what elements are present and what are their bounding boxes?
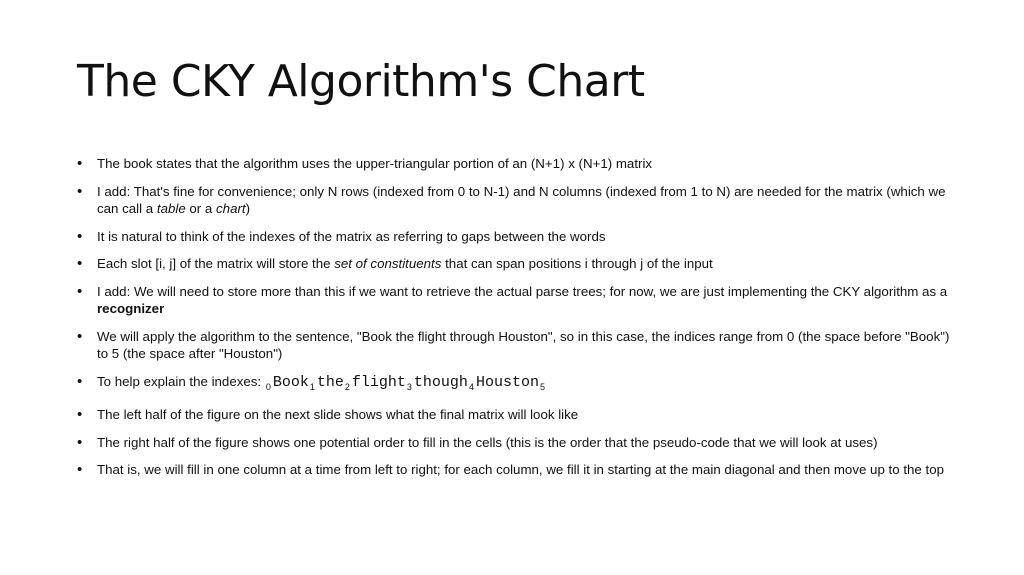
slide-title: The CKY Algorithm's Chart xyxy=(77,56,645,107)
word: flight xyxy=(351,373,406,391)
bold-text: recognizer xyxy=(97,301,165,316)
emphasis-text: table xyxy=(156,201,186,216)
bullet-item xyxy=(97,255,957,273)
bullet-item xyxy=(97,183,957,218)
bullet-text: I add: That's fine for convenience; only N rows (indexed from 0 to N-1) and N columns (indexed from 1 to N) are needed for the matrix (which we can call a xyxy=(97,183,946,216)
emphasis-text: chart xyxy=(216,201,246,216)
bullet-item xyxy=(97,406,957,424)
bullet-text: I add: We will need to store more than this if we want to retrieve the actual parse trees; for now, we are just implementing the CKY algorithm as a xyxy=(97,283,948,299)
emphasis-text: set of constituents xyxy=(334,256,442,271)
bullet-text: or a xyxy=(185,201,217,216)
bullet-text: That is, we will fill in one column at a time from left to right; for each column, we fill it in starting at the main diagonal and then move up to the top xyxy=(97,462,944,477)
gap-index: 0 xyxy=(265,381,271,392)
bullet-item xyxy=(97,373,957,397)
gap-index: 3 xyxy=(406,381,412,392)
bullet-list xyxy=(97,155,957,489)
bullet-item xyxy=(97,228,957,246)
bullet-text: To help explain the indexes: xyxy=(97,373,265,389)
bullet-text: Each slot [i, j] of the matrix will store the xyxy=(97,256,335,271)
word: Book xyxy=(272,373,309,391)
bullet-text: that can span positions i through j of the input xyxy=(441,256,713,271)
bullet-text: The right half of the figure shows one potential order to fill in the cells (this is the order that the pseudo-code that we will look at uses) xyxy=(97,434,878,450)
word: though xyxy=(413,373,468,391)
word: Houston xyxy=(475,373,539,391)
bullet-text: We will apply the algorithm to the sentence, "Book the flight through Houston", so in this case, the indices range from 0 (the space before "Book") to 5 (the space after "Houston") xyxy=(97,328,950,361)
bullet-item xyxy=(97,155,957,173)
bullet-text: It is natural to think of the indexes of the matrix as referring to gaps between the words xyxy=(97,228,606,244)
bullet-item xyxy=(97,461,957,479)
bullet-item xyxy=(97,328,957,363)
bullet-item xyxy=(97,434,957,452)
gap-index: 2 xyxy=(344,381,350,392)
gap-index: 5 xyxy=(539,381,545,392)
gap-index: 1 xyxy=(309,381,315,392)
word: the xyxy=(316,373,344,391)
bullet-text: ) xyxy=(245,201,251,216)
bullet-text: The left half of the figure on the next slide shows what the final matrix will look like xyxy=(97,407,579,422)
gap-index: 4 xyxy=(468,381,474,392)
bullet-item xyxy=(97,283,957,318)
bullet-text: The book states that the algorithm uses the upper-triangular portion of an (N+1) x (N+1) matrix xyxy=(97,156,653,171)
